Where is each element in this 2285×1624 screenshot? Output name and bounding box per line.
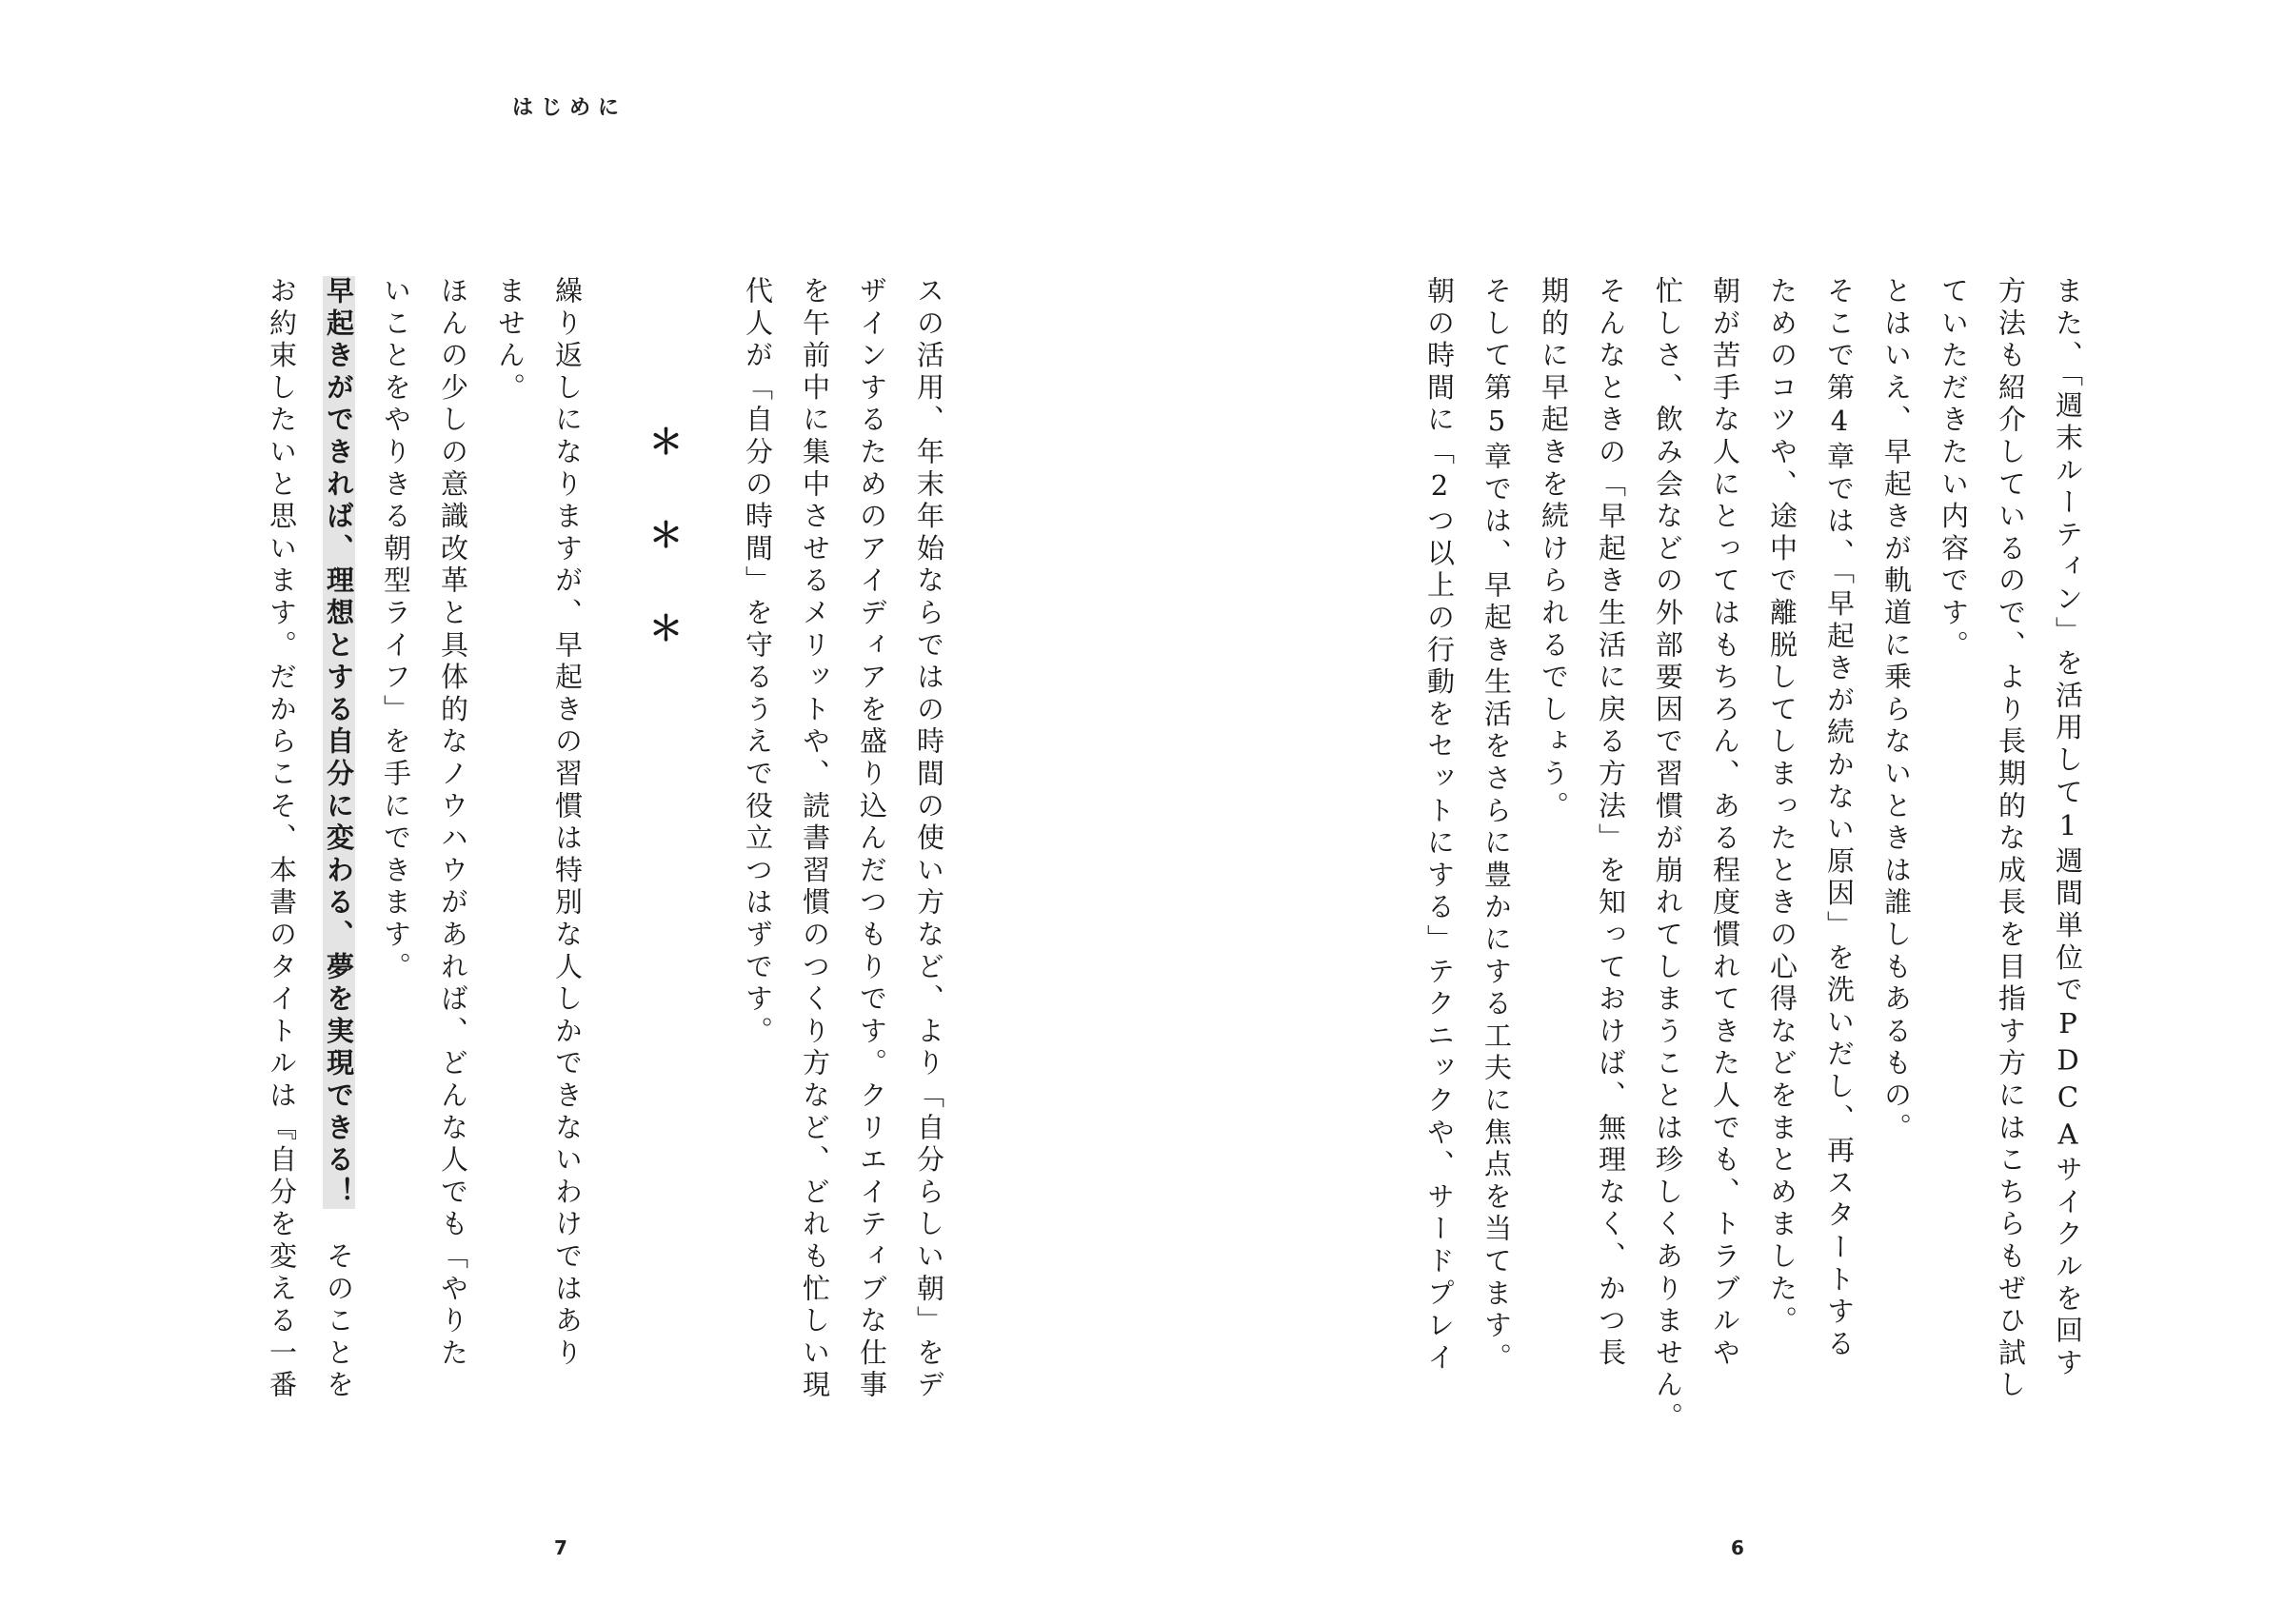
- spacer: [691, 276, 729, 1418]
- body-line: 方法も紹介しているので、より長期的な成長を目指す方にはこちらもぜひ試し: [1995, 276, 2027, 1402]
- page-number-left: 7: [554, 1536, 567, 1559]
- body-line: そして第5章では、早起き生活をさらに豊かにする工夫に焦点を当てます。: [1480, 276, 1513, 1376]
- right-page-text: [1333, 276, 2096, 1435]
- body-line: いことをやりきる朝型ライフ」を手にできます。: [380, 276, 412, 984]
- emphasis-text: 早起きができれば、理想とする自分に変わる、夢を実現できる！: [323, 276, 355, 1210]
- body-line: ザインするためのアイディアを盛り込んだつもりです。クリエイティブな仕事: [856, 276, 888, 1402]
- body-line: お約束したいと思います。だからこそ、本書のタイトルは『自分を変える一番: [266, 276, 298, 1402]
- body-line: とはいえ、早起きが軌道に乗らないときは誰しもあるもの。: [1880, 276, 1913, 1145]
- body-line: ていただきたい内容です。: [1937, 276, 1970, 663]
- body-line: 忙しさ、飲み会などの外部要因で習慣が崩れてしまうことは珍しくありません。: [1652, 276, 1684, 1435]
- spacer: [596, 276, 634, 1418]
- body-line: ほんの少しの意識改革と具体的なノウハウがあれば、どんな人でも「やりた: [437, 276, 469, 1371]
- body-line: 朝の時間に「2つ以上の行動をセットにする」テクニックや、サードプレイ: [1423, 276, 1456, 1376]
- body-line: そんなときの「早起き生活に戻る方法」を知っておけば、無理なく、かつ長: [1595, 276, 1627, 1371]
- body-line: スの活用、年末年始ならではの時間の使い方など、より「自分らしい朝」をデ: [913, 276, 945, 1402]
- section-separator: ＊＊＊: [644, 424, 683, 703]
- left-page-text: [158, 276, 958, 1418]
- body-line: 繰り返しになりますが、早起きの習慣は特別な人しかできないわけではあり: [551, 276, 584, 1371]
- body-line: を午前中に集中させるメリットや、読書習慣のつくり方など、どれも忙しい現: [799, 276, 831, 1402]
- page-number-right: 6: [1731, 1536, 1744, 1559]
- body-line: 朝が苦手な人にとってはもちろん、ある程度慣れてきた人でも、トラブルや: [1709, 276, 1741, 1371]
- body-line: ません。: [494, 276, 527, 406]
- body-line: そこで第4章では、「早起きが続かない原因」を洗いだし、再スタートする: [1823, 276, 1856, 1361]
- body-line: 代人が「自分の時間」を守るうえで役立つはずです。: [742, 276, 774, 1049]
- emphasis-line-rest: そのことを: [323, 1241, 355, 1403]
- body-line: また、「週末ルーティン」を活用して1週間単位でPDCAサイクルを回す: [2052, 276, 2084, 1380]
- emphasis-line: [310, 276, 368, 1418]
- body-line: ためのコツや、途中で離脱してしまったときの心得などをまとめました。: [1766, 276, 1798, 1338]
- body-line: 期的に早起きを続けられるでしょう。: [1538, 276, 1570, 823]
- running-head: はじめに: [512, 96, 627, 120]
